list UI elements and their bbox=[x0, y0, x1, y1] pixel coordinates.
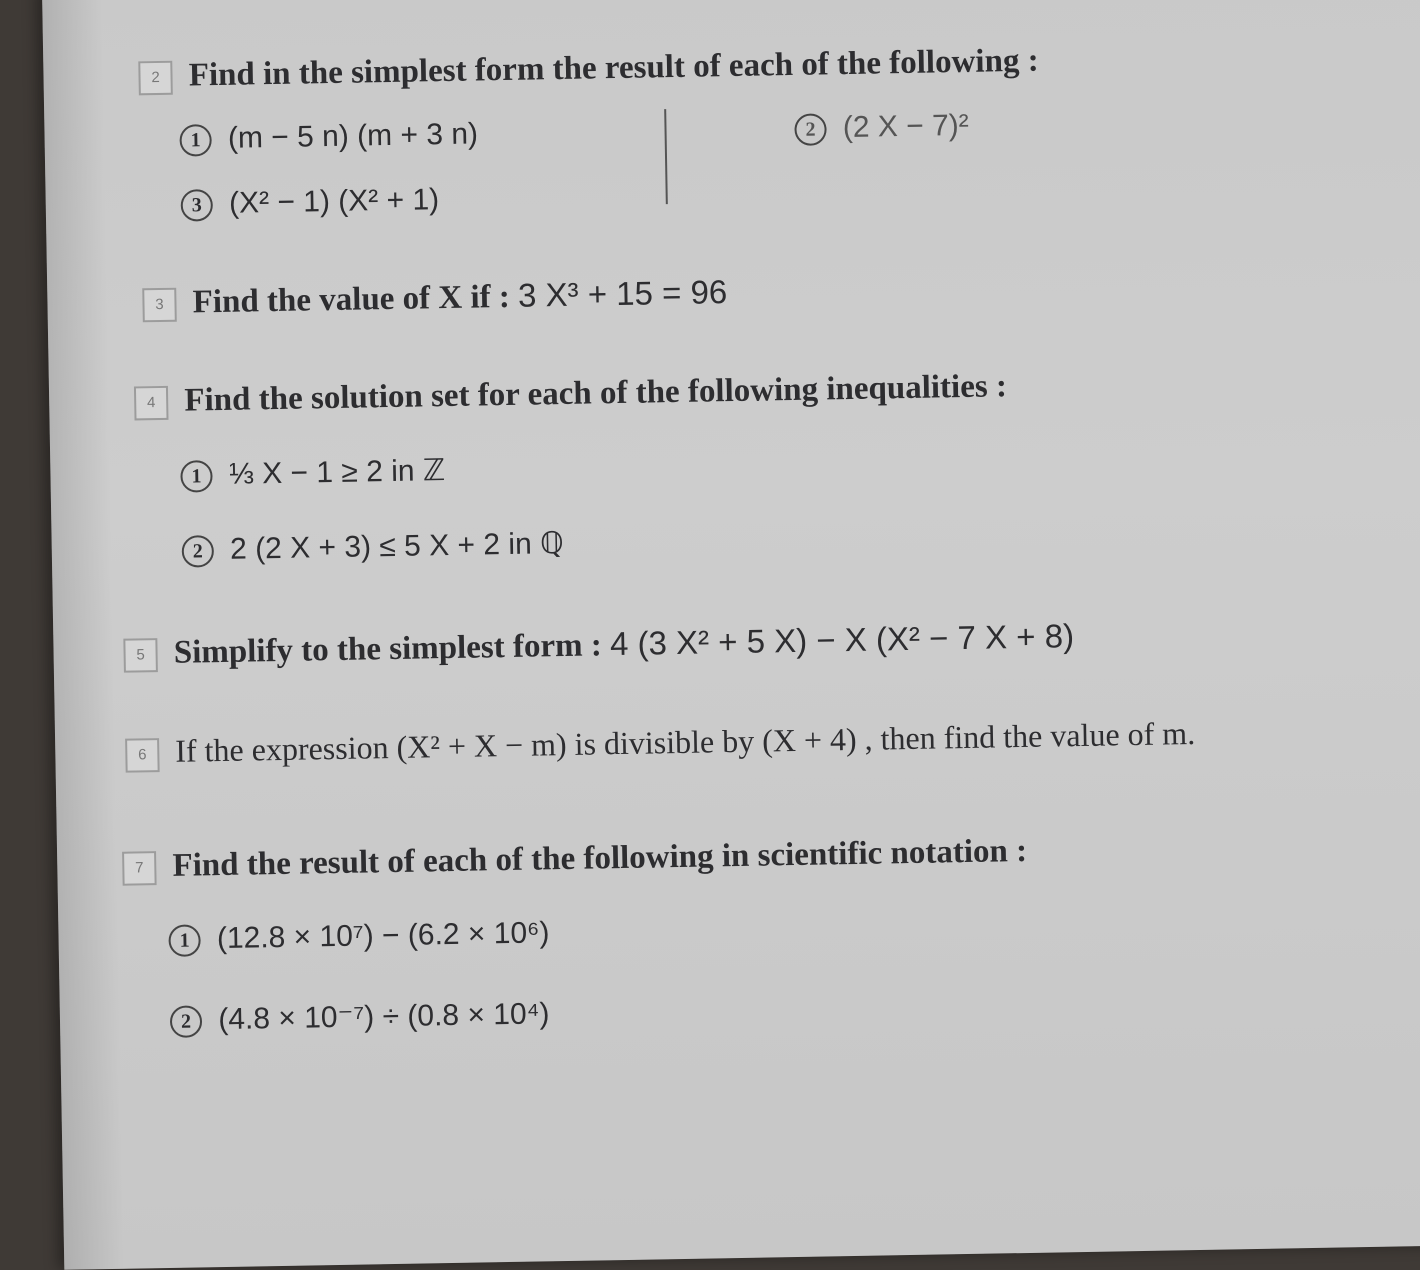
question-number: 2 bbox=[138, 61, 173, 96]
q2-item-3 bbox=[180, 183, 439, 222]
question-6 bbox=[125, 715, 1195, 772]
q7-item-1 bbox=[168, 916, 549, 957]
question-text: If the expression (X² + X − m) is divisible by (X + 4) , then find the value of m. bbox=[174, 714, 1196, 769]
item-number: 1 bbox=[180, 460, 213, 493]
question-number: 4 bbox=[134, 386, 169, 421]
worksheet-page bbox=[42, 0, 1420, 1270]
question-title: Find the solution set for each of the following inequalities : bbox=[184, 368, 1008, 419]
question-expression: 3 X³ + 15 = 96 bbox=[517, 273, 728, 314]
question-number: 3 bbox=[142, 288, 177, 323]
question-title: Find the result of each of the following in scientific notation : bbox=[172, 832, 1028, 884]
item-expression: (12.8 × 10⁷) − (6.2 × 10⁶) bbox=[216, 916, 550, 956]
item-expression: (X² − 1) (X² + 1) bbox=[228, 183, 440, 220]
item-number: 3 bbox=[181, 189, 214, 222]
item-number: 1 bbox=[179, 124, 212, 157]
question-title: Find the value of X if : bbox=[192, 278, 511, 321]
column-divider bbox=[664, 109, 668, 204]
item-expression: (m − 5 n) (m + 3 n) bbox=[227, 117, 479, 155]
item-number: 1 bbox=[168, 924, 201, 957]
item-expression: ⅓ X − 1 ≥ 2 in ℤ bbox=[228, 454, 446, 491]
q4-item-2 bbox=[181, 526, 563, 568]
question-title: Find in the simplest form the result of each of the following : bbox=[188, 42, 1039, 94]
question-expression: 4 (3 X² + 5 X) − X (X² − 7 X + 8) bbox=[609, 617, 1075, 663]
question-title: Simplify to the simplest form : bbox=[173, 627, 603, 671]
question-number: 5 bbox=[123, 639, 158, 674]
question-5 bbox=[123, 617, 1074, 673]
item-expression: (4.8 × 10⁻⁷) ÷ (0.8 × 10⁴) bbox=[218, 997, 550, 1037]
question-2 bbox=[138, 43, 1039, 96]
q2-item-1 bbox=[179, 117, 478, 156]
q7-item-2 bbox=[170, 996, 550, 1038]
question-7 bbox=[122, 833, 1027, 886]
q2-item-2 bbox=[794, 109, 969, 146]
item-number: 2 bbox=[170, 1005, 203, 1038]
q4-item-1 bbox=[180, 453, 445, 493]
item-expression: (2 X − 7)² bbox=[842, 108, 970, 145]
item-number: 2 bbox=[182, 535, 215, 568]
question-3 bbox=[142, 273, 727, 323]
question-number: 7 bbox=[122, 852, 157, 887]
question-4 bbox=[134, 368, 1007, 421]
item-expression: 2 (2 X + 3) ≤ 5 X + 2 in ℚ bbox=[229, 526, 564, 566]
question-number: 6 bbox=[125, 738, 160, 773]
item-number: 2 bbox=[794, 113, 827, 146]
